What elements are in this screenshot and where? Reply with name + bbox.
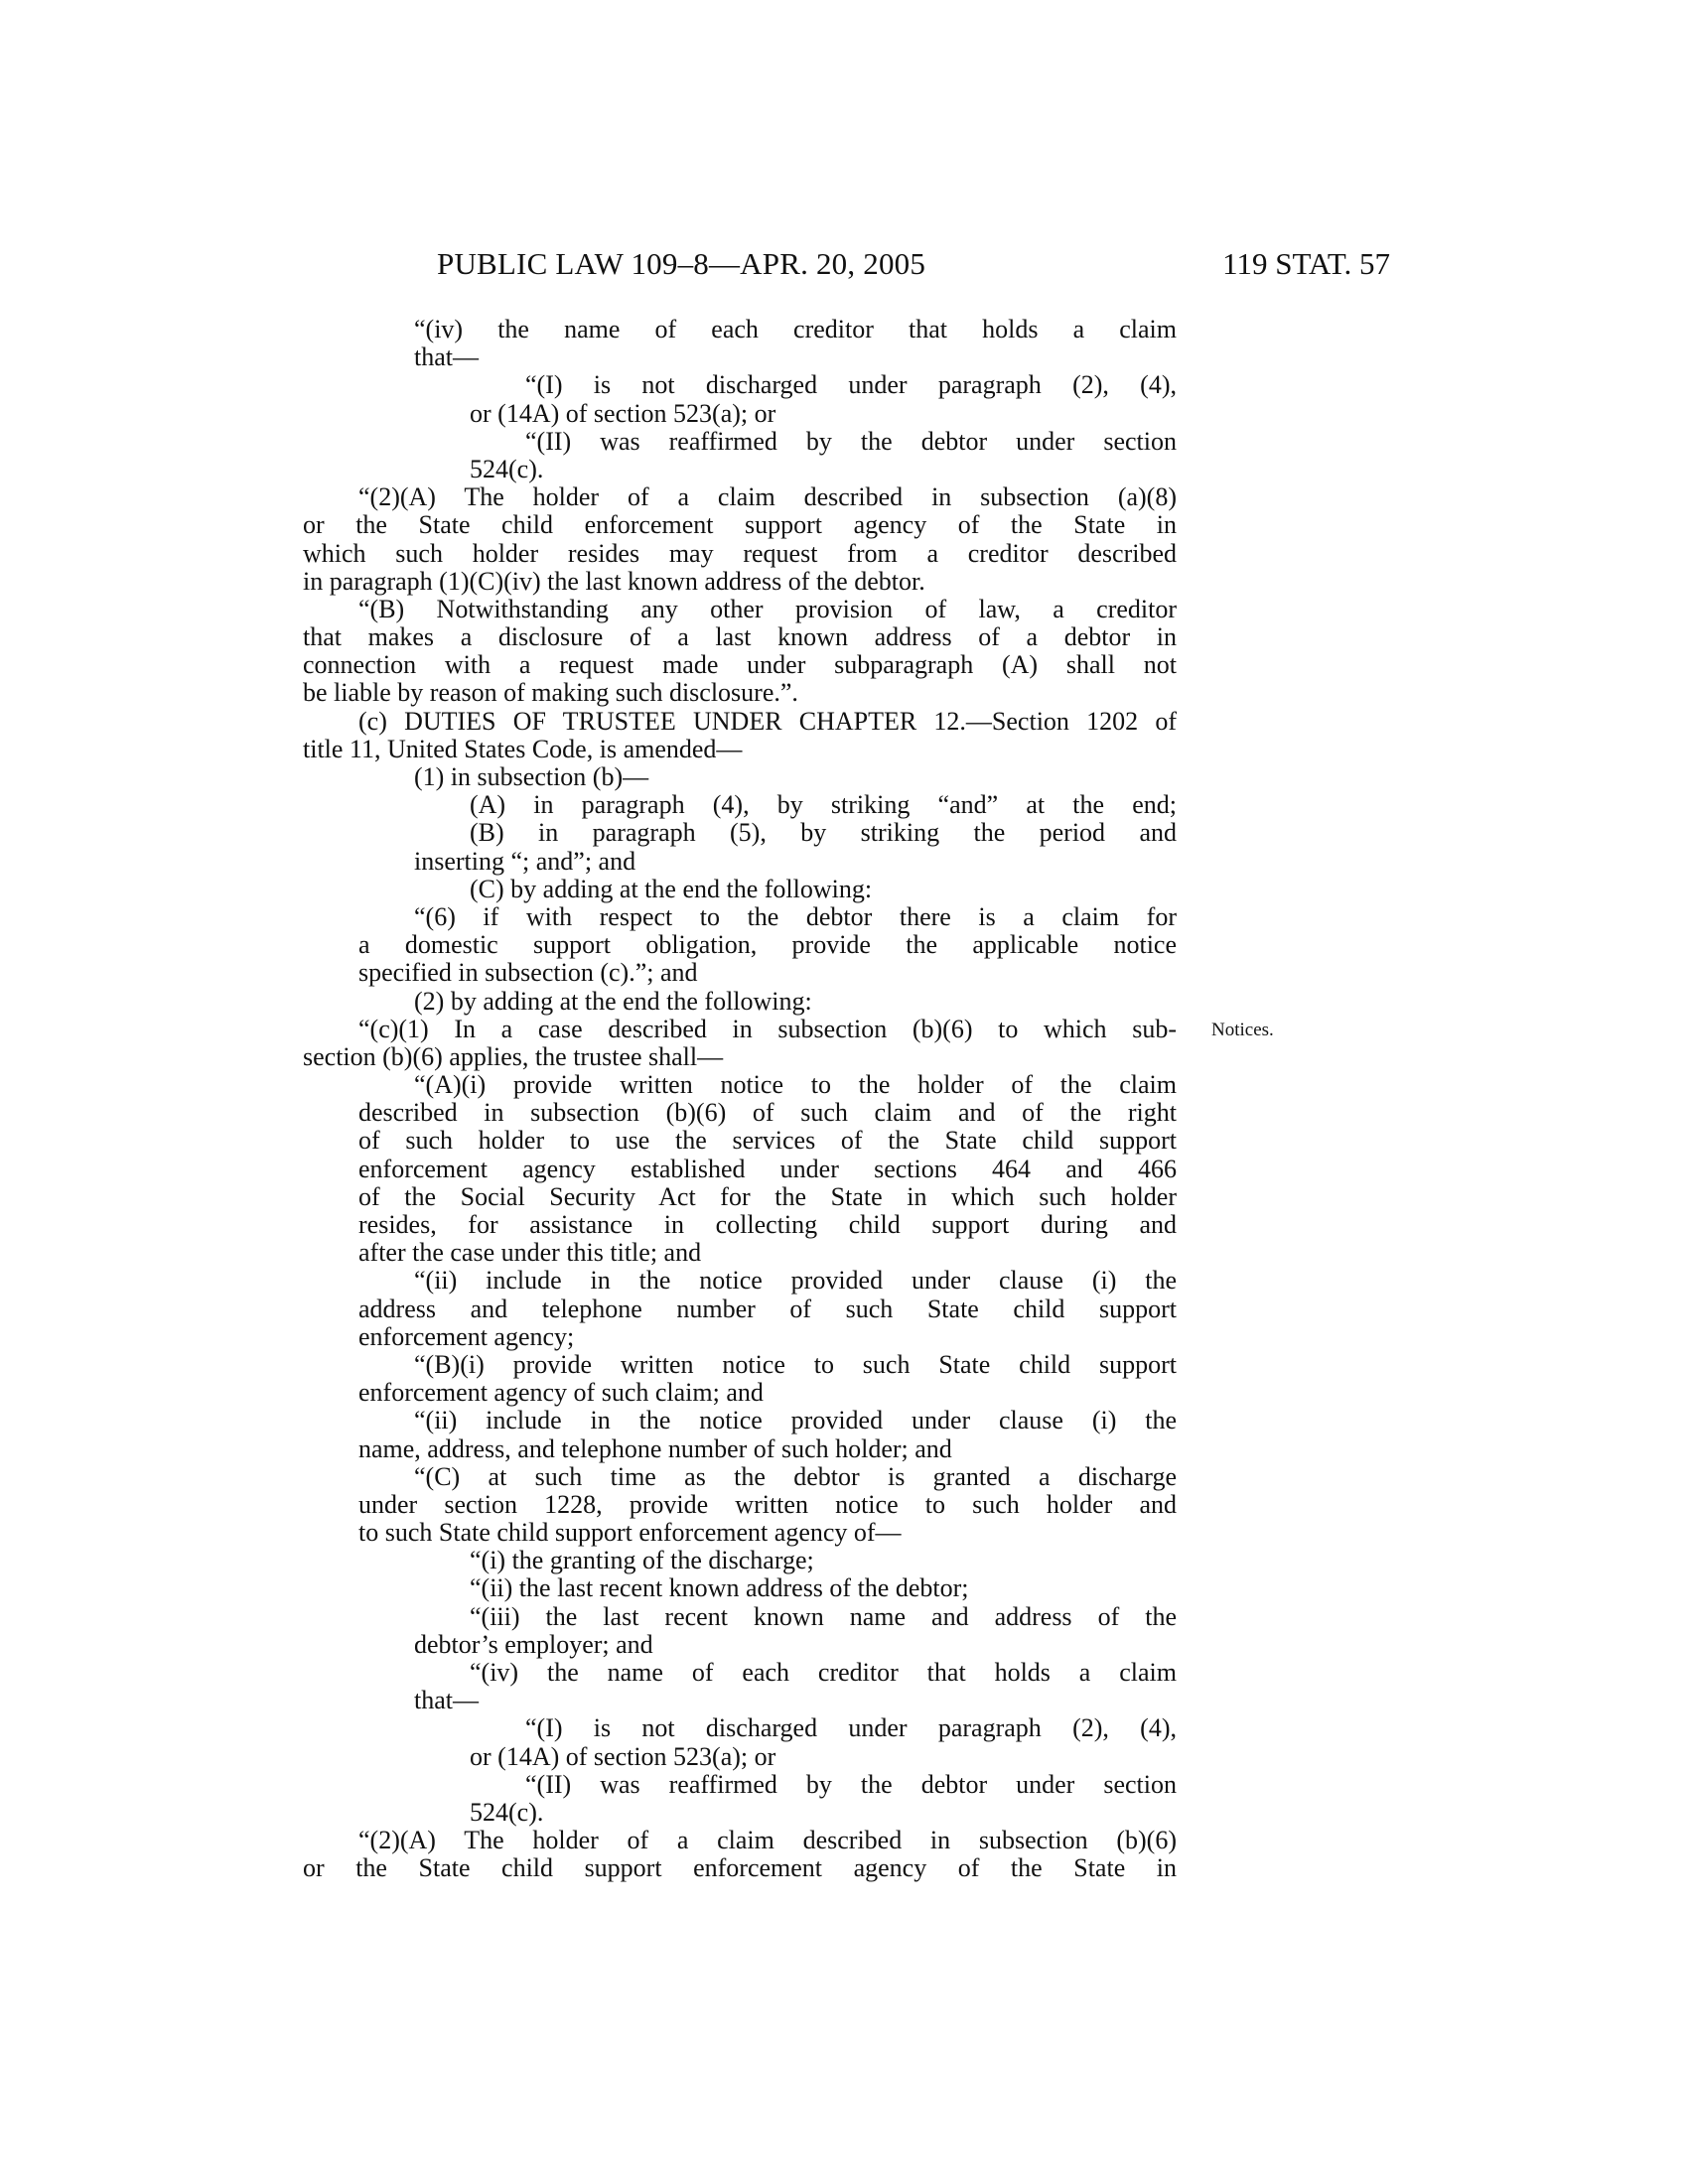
text-line: “(I) is not discharged under paragraph (2), (4), bbox=[525, 1714, 1177, 1743]
text-line: enforcement agency of such claim; and bbox=[358, 1378, 764, 1408]
text-line: a domestic support obligation, provide the applicable notice bbox=[358, 931, 1177, 960]
text-line: inserting “; and”; and bbox=[414, 846, 636, 876]
text-line: “(6) if with respect to the debtor there is a claim for bbox=[414, 902, 1177, 931]
text-line: to such State child support enforcement agency of— bbox=[358, 1518, 902, 1548]
text-line: that— bbox=[414, 1686, 479, 1715]
text-line: or the State child support enforcement agency of the State in bbox=[303, 1854, 1177, 1883]
text-line: under section 1228, provide written notice to such holder and bbox=[358, 1490, 1177, 1519]
text-line: “(C) at such time as the debtor is granted a discharge bbox=[414, 1462, 1177, 1491]
text-line: of such holder to use the services of the State child support bbox=[358, 1127, 1177, 1156]
text-line: “(B) Notwithstanding any other provision of law, a creditor bbox=[358, 595, 1177, 623]
text-line: enforcement agency; bbox=[358, 1321, 575, 1351]
margin-note: Notices. bbox=[1211, 1020, 1274, 1040]
text-line: “(ii) include in the notice provided under clause (i) the bbox=[414, 1407, 1177, 1435]
text-line: 524(c). bbox=[470, 1797, 544, 1827]
text-line: (1) in subsection (b)— bbox=[414, 762, 649, 791]
text-line: “(c)(1) In a case described in subsection (b)(6) to which sub- bbox=[358, 1015, 1177, 1043]
text-line: or the State child enforcement support agency of the State in bbox=[303, 511, 1177, 540]
text-line: “(A)(i) provide written notice to the holder of the claim bbox=[414, 1071, 1177, 1100]
text-line: section (b)(6) applies, the trustee shall— bbox=[303, 1041, 724, 1071]
text-line: title 11, United States Code, is amended— bbox=[303, 734, 743, 763]
text-line: connection with a request made under subparagraph (A) shall not bbox=[303, 651, 1177, 680]
text-line: specified in subsection (c).”; and bbox=[358, 958, 698, 988]
page-header bbox=[298, 246, 1390, 296]
text-line: resides, for assistance in collecting child support during and bbox=[358, 1211, 1177, 1239]
text-line: name, address, and telephone number of such holder; and bbox=[358, 1433, 952, 1463]
text-line: “(B)(i) provide written notice to such State child support bbox=[414, 1350, 1177, 1379]
text-line: described in subsection (b)(6) of such claim and of the right bbox=[358, 1099, 1177, 1128]
text-line: (A) in paragraph (4), by striking “and” at the end; bbox=[470, 791, 1177, 820]
text-line: (c) DUTIES OF TRUSTEE UNDER CHAPTER 12.—Section 1202 of bbox=[358, 707, 1177, 736]
text-line: of the Social Security Act for the State in which such holder bbox=[358, 1182, 1177, 1211]
text-line: “(iv) the name of each creditor that holds a claim bbox=[470, 1659, 1177, 1687]
text-line: (C) by adding at the end the following: bbox=[470, 874, 873, 903]
statute-page-number: 119 STAT. 57 bbox=[1222, 246, 1390, 281]
body-text bbox=[303, 316, 1177, 1883]
text-line: “(II) was reaffirmed by the debtor under section bbox=[525, 427, 1177, 456]
text-line: which such holder resides may request from a creditor described bbox=[303, 539, 1177, 568]
text-line: “(I) is not discharged under paragraph (2), (4), bbox=[525, 371, 1177, 400]
text-line: be liable by reason of making such disclosure.”. bbox=[303, 678, 798, 708]
text-line: address and telephone number of such State child support bbox=[358, 1295, 1177, 1323]
text-line: “(ii) include in the notice provided under clause (i) the bbox=[414, 1267, 1177, 1296]
text-line: debtor’s employer; and bbox=[414, 1629, 653, 1659]
text-line: (2) by adding at the end the following: bbox=[414, 986, 812, 1016]
text-line: that makes a disclosure of a last known address of a debtor in bbox=[303, 623, 1177, 652]
text-line: “(2)(A) The holder of a claim described in subsection (a)(8) bbox=[358, 483, 1177, 512]
text-line: after the case under this title; and bbox=[358, 1238, 702, 1268]
text-line: “(iv) the name of each creditor that holds a claim bbox=[414, 316, 1177, 343]
text-line: or (14A) of section 523(a); or bbox=[470, 398, 776, 428]
text-line: in paragraph (1)(C)(iv) the last known address of the debtor. bbox=[303, 566, 925, 596]
text-line: “(iii) the last recent known name and address of the bbox=[470, 1602, 1177, 1631]
text-line: that— bbox=[414, 342, 479, 372]
text-line: enforcement agency established under sections 464 and 466 bbox=[358, 1155, 1177, 1183]
text-line: (B) in paragraph (5), by striking the period and bbox=[470, 819, 1177, 848]
text-line: “(ii) the last recent known address of the debtor; bbox=[470, 1573, 969, 1603]
running-head-title: PUBLIC LAW 109–8—APR. 20, 2005 bbox=[437, 246, 926, 281]
text-line: “(i) the granting of the discharge; bbox=[470, 1546, 814, 1575]
text-line: “(2)(A) The holder of a claim described in subsection (b)(6) bbox=[358, 1827, 1177, 1855]
text-line: or (14A) of section 523(a); or bbox=[470, 1741, 776, 1771]
text-line: “(II) was reaffirmed by the debtor under section bbox=[525, 1770, 1177, 1799]
text-line: 524(c). bbox=[470, 454, 544, 483]
